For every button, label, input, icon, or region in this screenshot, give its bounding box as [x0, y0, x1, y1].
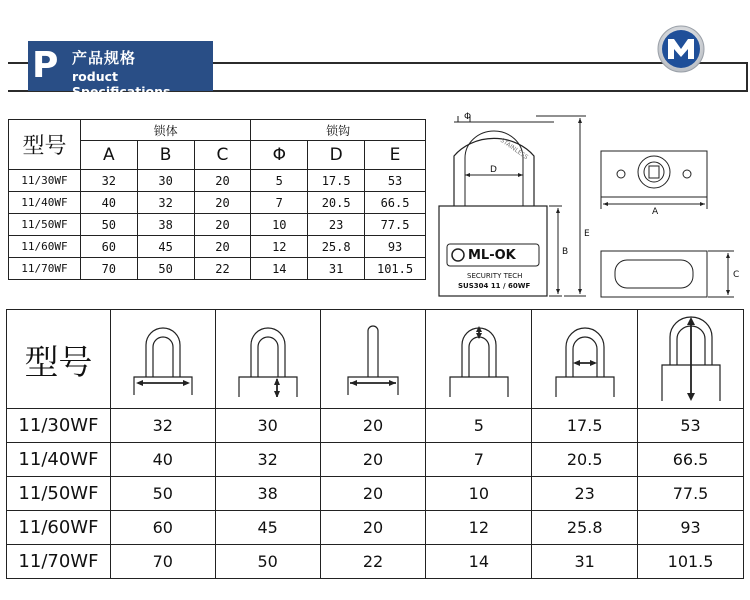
model-cell: 11/40WF	[7, 443, 111, 477]
table-row	[7, 545, 744, 579]
column-header: C	[194, 141, 251, 170]
value-cell: 20	[320, 511, 426, 545]
table-row	[9, 258, 426, 280]
value-cell: 20	[320, 443, 426, 477]
shackle-text: STAINLESS	[498, 136, 530, 162]
value-cell: 17.5	[532, 409, 638, 443]
value-cell: 20	[320, 477, 426, 511]
value-cell: 50	[215, 545, 320, 579]
model-cell: 11/40WF	[9, 192, 81, 214]
table-row	[7, 443, 744, 477]
value-cell: 40	[110, 443, 215, 477]
model-cell: 11/30WF	[9, 170, 81, 192]
value-cell: 17.5	[308, 170, 365, 192]
dim-label: B	[562, 247, 569, 257]
value-cell: 101.5	[365, 258, 426, 280]
value-cell: 12	[251, 236, 308, 258]
value-cell: 38	[215, 477, 320, 511]
depth-c-icon	[320, 310, 426, 409]
shackle-diameter-icon	[426, 310, 532, 409]
value-cell: 30	[137, 170, 194, 192]
lock-brand: ML-OK	[468, 248, 516, 263]
column-header: A	[80, 141, 137, 170]
value-cell: 50	[110, 477, 215, 511]
dim-label: A	[652, 207, 659, 217]
value-cell: 22	[320, 545, 426, 579]
value-cell: 12	[426, 511, 532, 545]
value-cell: 60	[80, 236, 137, 258]
value-cell: 32	[110, 409, 215, 443]
column-header: D	[308, 141, 365, 170]
header-initial: P	[32, 45, 59, 86]
icon-spec-table	[6, 309, 744, 579]
value-cell: 31	[532, 545, 638, 579]
model-cell: 11/30WF	[7, 409, 111, 443]
value-cell: 32	[137, 192, 194, 214]
value-cell: 66.5	[638, 443, 744, 477]
value-cell: 45	[215, 511, 320, 545]
value-cell: 20	[194, 170, 251, 192]
model-cell: 11/70WF	[7, 545, 111, 579]
model-cell: 11/50WF	[9, 214, 81, 236]
value-cell: 30	[215, 409, 320, 443]
value-cell: 14	[251, 258, 308, 280]
lock-line2: SUS304 11 / 60WF	[458, 282, 531, 290]
value-cell: 10	[426, 477, 532, 511]
model-cell: 11/60WF	[9, 236, 81, 258]
dim-label: E	[584, 229, 590, 239]
table-row	[7, 409, 744, 443]
value-cell: 20.5	[532, 443, 638, 477]
value-cell: 20	[320, 409, 426, 443]
header-title-cn: 产品规格	[72, 49, 137, 67]
value-cell: 32	[80, 170, 137, 192]
value-cell: 20	[194, 214, 251, 236]
width-a-icon	[110, 310, 215, 409]
value-cell: 70	[80, 258, 137, 280]
value-cell: 32	[215, 443, 320, 477]
value-cell: 77.5	[365, 214, 426, 236]
value-cell: 5	[426, 409, 532, 443]
width-a-icon-graphic	[128, 317, 198, 397]
shackle-width-icon	[532, 310, 638, 409]
table-row	[7, 477, 744, 511]
value-cell: 93	[638, 511, 744, 545]
dim-label: D	[490, 165, 497, 175]
value-cell: 38	[137, 214, 194, 236]
header-title-block	[28, 41, 213, 99]
spec-table	[8, 119, 426, 280]
header-title-en: roduct Specifications	[72, 69, 171, 99]
value-cell: 53	[638, 409, 744, 443]
value-cell: 20	[194, 236, 251, 258]
height-b-icon	[215, 310, 320, 409]
value-cell: 53	[365, 170, 426, 192]
model-cell: 11/70WF	[9, 258, 81, 280]
value-cell: 93	[365, 236, 426, 258]
value-cell: 77.5	[638, 477, 744, 511]
table-row	[9, 214, 426, 236]
model-header: 型号	[7, 310, 111, 409]
value-cell: 7	[426, 443, 532, 477]
shackle-width-icon-graphic	[550, 317, 620, 397]
ml-ok-logo-icon	[657, 25, 705, 73]
value-cell: 10	[251, 214, 308, 236]
value-cell: 25.8	[532, 511, 638, 545]
group-header-body: 锁体	[80, 120, 250, 141]
dim-label: Φ	[464, 112, 472, 122]
table-row	[9, 170, 426, 192]
value-cell: 23	[308, 214, 365, 236]
value-cell: 22	[194, 258, 251, 280]
value-cell: 101.5	[638, 545, 744, 579]
value-cell: 20.5	[308, 192, 365, 214]
value-cell: 25.8	[308, 236, 365, 258]
value-cell: 14	[426, 545, 532, 579]
shackle-diameter-icon-graphic	[444, 317, 514, 397]
column-header: B	[137, 141, 194, 170]
column-header: E	[365, 141, 426, 170]
total-height-icon-graphic	[656, 313, 726, 401]
value-cell: 50	[80, 214, 137, 236]
lock-line1: SECURITY TECH	[467, 272, 523, 280]
model-cell: 11/60WF	[7, 511, 111, 545]
value-cell: 7	[251, 192, 308, 214]
height-b-icon-graphic	[233, 317, 303, 397]
value-cell: 66.5	[365, 192, 426, 214]
value-cell: 40	[80, 192, 137, 214]
depth-c-icon-graphic	[338, 317, 408, 397]
value-cell: 5	[251, 170, 308, 192]
group-header-shackle: 锁钩	[251, 120, 426, 141]
value-cell: 45	[137, 236, 194, 258]
value-cell: 20	[194, 192, 251, 214]
column-header: Φ	[251, 141, 308, 170]
model-header: 型号	[9, 120, 81, 170]
padlock-dimension-drawing	[434, 108, 748, 304]
model-cell: 11/50WF	[7, 477, 111, 511]
table-row	[9, 236, 426, 258]
total-height-icon	[638, 310, 744, 409]
table-row	[9, 192, 426, 214]
value-cell: 23	[532, 477, 638, 511]
value-cell: 70	[110, 545, 215, 579]
value-cell: 31	[308, 258, 365, 280]
value-cell: 50	[137, 258, 194, 280]
dim-label: C	[733, 270, 740, 280]
value-cell: 60	[110, 511, 215, 545]
table-row	[7, 511, 744, 545]
